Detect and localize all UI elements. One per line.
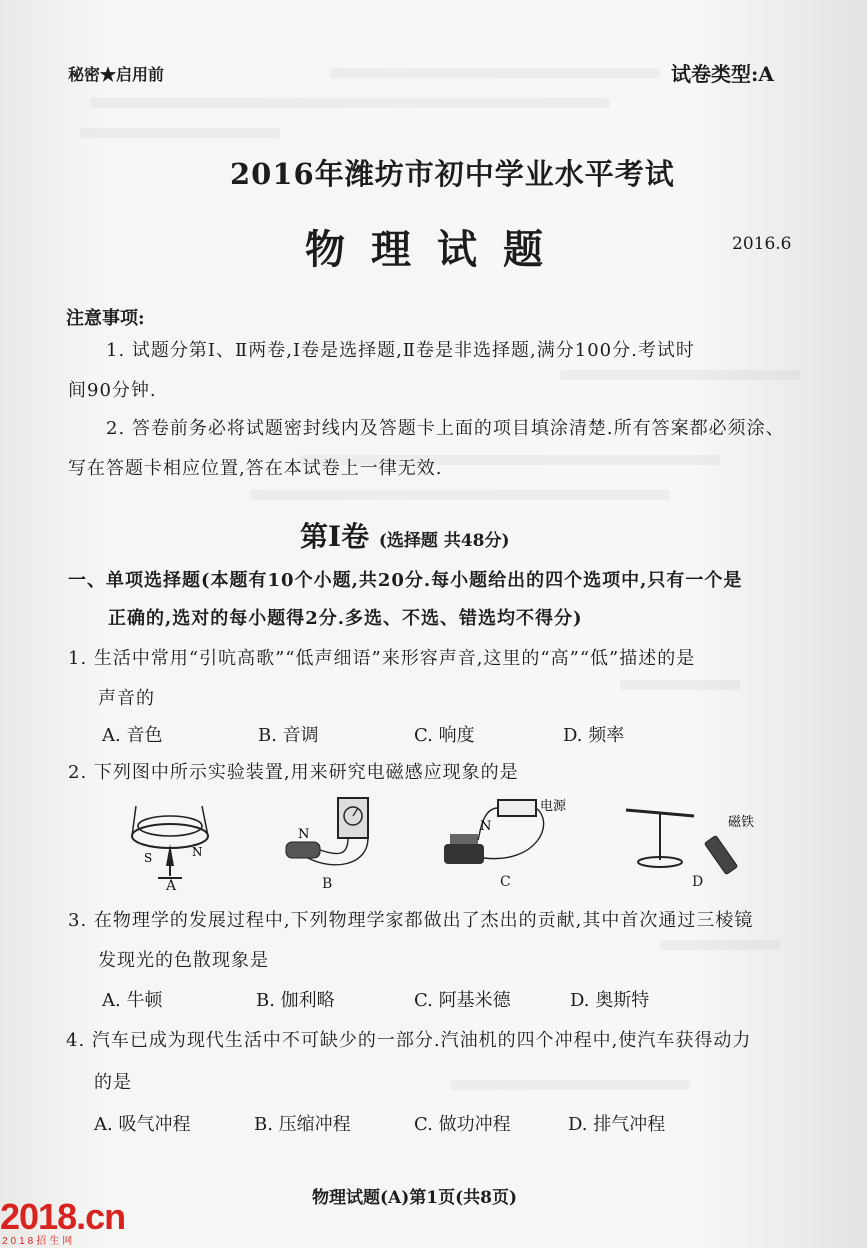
q4-stem-line-1: 4. 汽车已成为现代生活中不可缺少的一部分.汽油机的四个冲程中,使汽车获得动力 <box>66 1030 752 1051</box>
page-footer: 物理试题(A)第1页(共8页) <box>312 1188 518 1208</box>
q3-option-d: D. 奥斯特 <box>570 990 650 1011</box>
q1-option-d: D. 频率 <box>563 725 625 746</box>
figure-d-magnet <box>618 796 768 880</box>
subject-title: 物理试题 <box>305 226 569 273</box>
q3-stem-line-1: 3. 在物理学的发展过程中,下列物理学家都做出了杰出的贡献,其中首次通过三棱镜 <box>68 910 754 931</box>
figure-c-label: C <box>500 874 511 890</box>
figure-b-n-label: N <box>298 827 310 842</box>
figure-c-power-source <box>436 794 566 878</box>
section-title <box>300 515 510 555</box>
exam-title: 2016年潍坊市初中学业水平考试 <box>230 157 675 191</box>
q4-stem-line-2: 的是 <box>94 1072 132 1093</box>
figure-b-galvanometer <box>278 796 378 878</box>
section-name: 第Ⅰ卷 <box>300 520 370 553</box>
q4-option-c: C. 做功冲程 <box>414 1114 511 1135</box>
part1-instruction-line-1: 一、单项选择题(本题有10个小题,共20分.每小题给出的四个选项中,只有一个是 <box>68 570 743 591</box>
part1-instruction-line-2: 正确的,选对的每小题得2分.多选、不选、错选均不得分) <box>108 608 583 629</box>
watermark-logo <box>0 1196 150 1248</box>
watermark-sub: 2018招生网 <box>2 1236 76 1247</box>
exam-date: 2016.6 <box>732 234 792 254</box>
figure-c-n-label: N <box>480 819 492 834</box>
figure-a-label: A <box>166 878 177 894</box>
figure-d-label: D <box>692 874 704 890</box>
section-subtitle: (选择题 共48分) <box>378 531 510 551</box>
figure-d-magnet-label: 磁铁 <box>728 815 755 830</box>
q1-stem-line-2: 声音的 <box>98 688 155 709</box>
figure-a-coil-compass <box>122 796 222 886</box>
notes-heading: 注意事项: <box>66 308 145 329</box>
q4-option-d: D. 排气冲程 <box>568 1114 666 1135</box>
note-2-line-1: 2. 答卷前务必将试题密封线内及答题卡上面的项目填涂清楚.所有答案都必须涂、 <box>106 418 785 439</box>
figure-a-s-label: S <box>144 851 153 865</box>
q1-option-c: C. 响度 <box>414 725 475 746</box>
q3-option-a: A. 牛顿 <box>102 990 163 1011</box>
q3-stem-line-2: 发现光的色散现象是 <box>98 950 269 971</box>
q3-option-c: C. 阿基米德 <box>414 990 511 1011</box>
q2-stem: 2. 下列图中所示实验装置,用来研究电磁感应现象的是 <box>68 762 519 783</box>
figure-c-power-label: 电源 <box>540 799 566 814</box>
confidential-label: 秘密★启用前 <box>68 65 165 84</box>
q1-option-b: B. 音调 <box>258 725 319 746</box>
q4-option-b: B. 压缩冲程 <box>254 1114 351 1135</box>
watermark-main: 2018.cn <box>0 1196 126 1237</box>
note-2-line-2: 写在答题卡相应位置,答在本试卷上一律无效. <box>68 458 443 479</box>
q4-option-a: A. 吸气冲程 <box>94 1114 191 1135</box>
paper-type: 试卷类型:A <box>671 62 774 86</box>
q3-option-b: B. 伽利略 <box>256 990 335 1011</box>
note-1-line-2: 间90分钟. <box>68 380 157 401</box>
figure-b-label: B <box>322 876 333 892</box>
q1-option-a: A. 音色 <box>102 725 163 746</box>
note-1-line-1: 1. 试题分第Ⅰ、Ⅱ两卷,Ⅰ卷是选择题,Ⅱ卷是非选择题,满分100分.考试时 <box>106 340 695 361</box>
figure-a-n-label: N <box>192 845 203 859</box>
q1-stem-line-1: 1. 生活中常用“引吭高歌”“低声细语”来形容声音,这里的“高”“低”描述的是 <box>68 648 696 669</box>
